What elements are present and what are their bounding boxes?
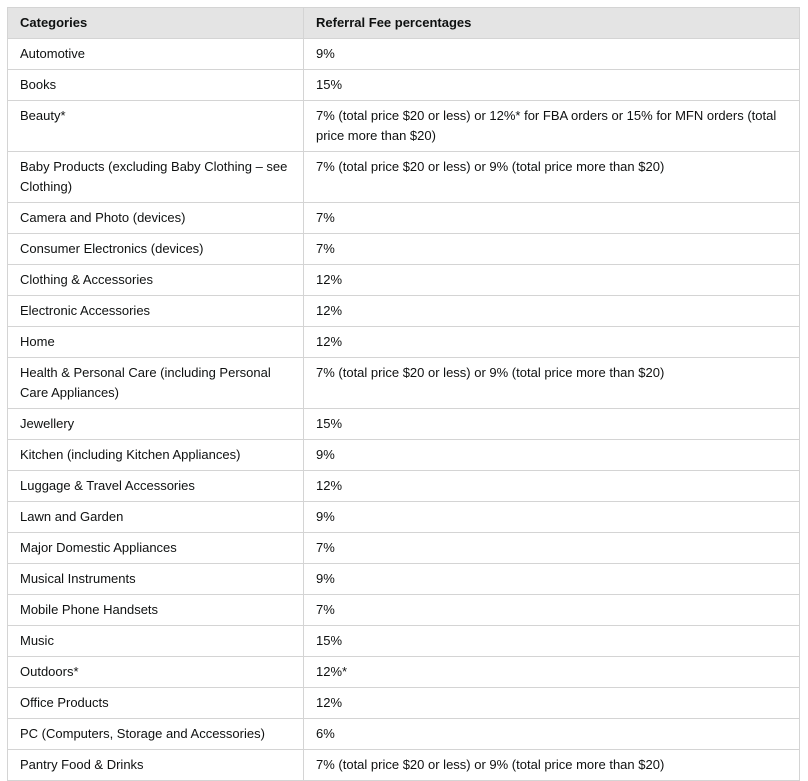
category-cell: Music: [8, 626, 304, 657]
category-cell: Consumer Electronics (devices): [8, 234, 304, 265]
table-row: [8, 265, 800, 296]
category-cell: Jewellery: [8, 409, 304, 440]
category-cell: Kitchen (including Kitchen Appliances): [8, 440, 304, 471]
category-cell: Books: [8, 70, 304, 101]
fee-cell: 12%: [304, 471, 800, 502]
category-cell: Office Products: [8, 688, 304, 719]
fee-cell: 7% (total price $20 or less) or 9% (total price more than $20): [304, 750, 800, 781]
table-row: [8, 471, 800, 502]
table-row: [8, 564, 800, 595]
fee-cell: 15%: [304, 70, 800, 101]
table-row: [8, 70, 800, 101]
fee-table-body: [8, 39, 800, 781]
table-row: [8, 409, 800, 440]
fee-cell: 12%: [304, 265, 800, 296]
fee-cell: 15%: [304, 626, 800, 657]
table-row: [8, 234, 800, 265]
category-cell: PC (Computers, Storage and Accessories): [8, 719, 304, 750]
fee-cell: 9%: [304, 440, 800, 471]
table-row: [8, 327, 800, 358]
category-cell: Luggage & Travel Accessories: [8, 471, 304, 502]
fee-cell: 7% (total price $20 or less) or 9% (total price more than $20): [304, 152, 800, 203]
table-row: [8, 440, 800, 471]
fee-cell: 9%: [304, 39, 800, 70]
table-row: [8, 533, 800, 564]
fee-cell: 7%: [304, 595, 800, 626]
fee-cell: 7%: [304, 234, 800, 265]
table-row: [8, 657, 800, 688]
table-row: [8, 358, 800, 409]
fee-cell: 9%: [304, 502, 800, 533]
category-cell: Musical Instruments: [8, 564, 304, 595]
category-cell: Mobile Phone Handsets: [8, 595, 304, 626]
table-row: [8, 502, 800, 533]
category-cell: Electronic Accessories: [8, 296, 304, 327]
table-row: [8, 101, 800, 152]
category-cell: Beauty*: [8, 101, 304, 152]
fee-cell: 15%: [304, 409, 800, 440]
table-row: [8, 203, 800, 234]
fee-cell: 12%: [304, 296, 800, 327]
header-row: [8, 8, 800, 39]
table-row: [8, 688, 800, 719]
fee-cell: 12%: [304, 688, 800, 719]
fee-cell: 12%*: [304, 657, 800, 688]
table-row: [8, 152, 800, 203]
fee-cell: 7%: [304, 203, 800, 234]
fee-cell: 7% (total price $20 or less) or 9% (total price more than $20): [304, 358, 800, 409]
table-row: [8, 296, 800, 327]
category-cell: Health & Personal Care (including Personal Care Appliances): [8, 358, 304, 409]
column-header-categories: Categories: [8, 8, 304, 39]
table-row: [8, 595, 800, 626]
category-cell: Clothing & Accessories: [8, 265, 304, 296]
fee-cell: 9%: [304, 564, 800, 595]
category-cell: Home: [8, 327, 304, 358]
category-cell: Automotive: [8, 39, 304, 70]
category-cell: Baby Products (excluding Baby Clothing – see Clothing): [8, 152, 304, 203]
fee-cell: 12%: [304, 327, 800, 358]
category-cell: Camera and Photo (devices): [8, 203, 304, 234]
category-cell: Outdoors*: [8, 657, 304, 688]
table-row: [8, 719, 800, 750]
fee-cell: 7%: [304, 533, 800, 564]
fee-cell: 7% (total price $20 or less) or 12%* for FBA orders or 15% for MFN orders (total price more than $20): [304, 101, 800, 152]
referral-fee-table: [7, 7, 800, 781]
fee-cell: 6%: [304, 719, 800, 750]
column-header-referral-fee: Referral Fee percentages: [304, 8, 800, 39]
category-cell: Major Domestic Appliances: [8, 533, 304, 564]
category-cell: Pantry Food & Drinks: [8, 750, 304, 781]
table-row: [8, 626, 800, 657]
category-cell: Lawn and Garden: [8, 502, 304, 533]
table-row: [8, 39, 800, 70]
